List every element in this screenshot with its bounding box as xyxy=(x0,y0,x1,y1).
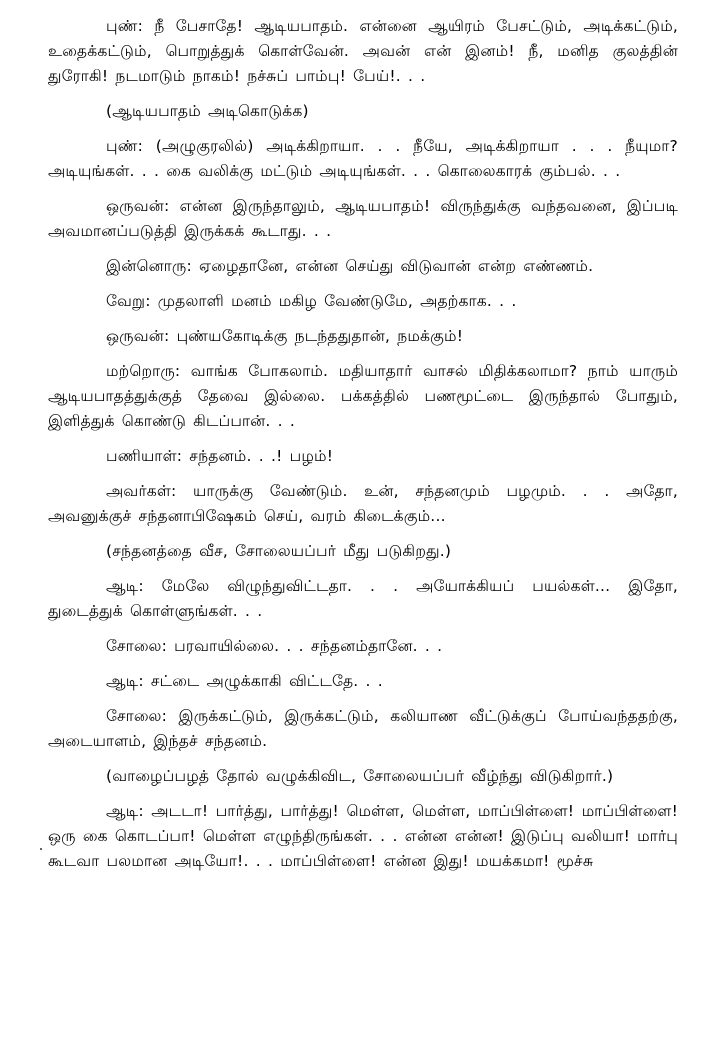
paragraph-dialogue: ஒருவன்: புண்யகோடிக்கு நடந்ததுதான், நமக்கும்! xyxy=(106,327,464,345)
paragraph-dialogue: ஆடி: அடடா! பார்த்து, பார்த்து! மெள்ள, மெள்ள, மாப்பிள்ளை! மாப்பிள்ளை! ஒரு கை கொடப்பா! மெள்ள எழுந்திருங்கள். . . என்ன என்ன! இடுப்பு வலியா! மார்பு கூடவா பலமான அடியோ!. . . மாப்பிள்ளை! என்ன இது! மயக்கமா! மூச்சு xyxy=(48,802,678,870)
paragraph-stage-direction: (வாழைப்பழத் தோல் வழுக்கிவிட, சோலையப்பர் வீழ்ந்து விடுகிறார்.) xyxy=(106,767,614,785)
paragraph-stage-direction: (ஆடியபாதம் அடிகொடுக்க) xyxy=(106,102,309,120)
paragraph-dialogue: புண்: (அழுகுரலில்) அடிக்கிறாயா. . . நீயே, அடிக்கிறாயா . . . நீயுமா? அடியுங்கள். . . கை வலிக்கு மட்டும் அடியுங்கள். . . கொலைகாரக் கும்பல். . . xyxy=(48,137,678,180)
paragraph-dialogue: புண்: நீ பேசாதே! ஆடியபாதம். என்னை ஆயிரம் பேசட்டும், அடிக்கட்டும், உதைக்கட்டும், பொறுத்துக் கொள்வேன். அவன் என் இனம்! நீ, மனித குலத்தின் துரோகி! நடமாடும் நாகம்! நச்சுப் பாம்பு! பேய்!. . . xyxy=(48,17,678,85)
paragraph-dialogue: பணியாள்: சந்தனம். . .! பழம்! xyxy=(106,447,334,465)
paragraph-dialogue: ஆடி: சட்டை அழுக்காகி விட்டதே. . . xyxy=(106,672,383,690)
paragraph-dialogue: சோலை: பரவாயில்லை. . . சந்தனம்தானே. . . xyxy=(106,637,443,655)
paragraph-dialogue: ஒருவன்: என்ன இருந்தாலும், ஆடியபாதம்! விருந்துக்கு வந்தவனை, இப்படி அவமானப்படுத்தி இருக்கக் கூடாது. . . xyxy=(48,197,678,240)
paragraph-dialogue: சோலை: இருக்கட்டும், இருக்கட்டும், கலியாண வீட்டுக்குப் போய்வந்ததற்கு, அடையாளம், இந்தச் சந்தனம். xyxy=(48,707,678,750)
paragraph-dialogue: ஆடி: மேலே விழுந்துவிட்டதா. . . அயோக்கியப் பயல்கள்... இதோ, துடைத்துக் கொள்ளுங்கள். . . xyxy=(48,577,678,620)
paragraph-stage-direction: (சந்தனத்தை வீச, சோலையப்பர் மீது படுகிறது.) xyxy=(106,542,452,560)
text-body xyxy=(48,14,678,884)
paragraph-dialogue: மற்றொரு: வாங்க போகலாம். மதியாதார் வாசல் மிதிக்கலாமா? நாம் யாரும் ஆடியபாதத்துக்குத் தேவை இல்லை. பக்கத்தில் பணமூட்டை இருந்தால் போதும், இளித்துக் கொண்டு கிடப்பான். . . xyxy=(48,362,678,430)
paragraph-dialogue: வேறு: முதலாளி மனம் மகிழ வேண்டுமே, அதற்காக. . . xyxy=(106,292,517,310)
paragraph-dialogue: அவர்கள்: யாருக்கு வேண்டும். உன், சந்தனமும் பழமும். . . அதோ, அவனுக்குச் சந்தனாபிஷேகம் செய், வரம் கிடைக்கும்... xyxy=(48,482,678,525)
scan-speck xyxy=(40,848,42,850)
paragraph-dialogue: இன்னொரு: ஏழைதானே, என்ன செய்து விடுவான் என்ற எண்ணம். xyxy=(106,257,594,275)
